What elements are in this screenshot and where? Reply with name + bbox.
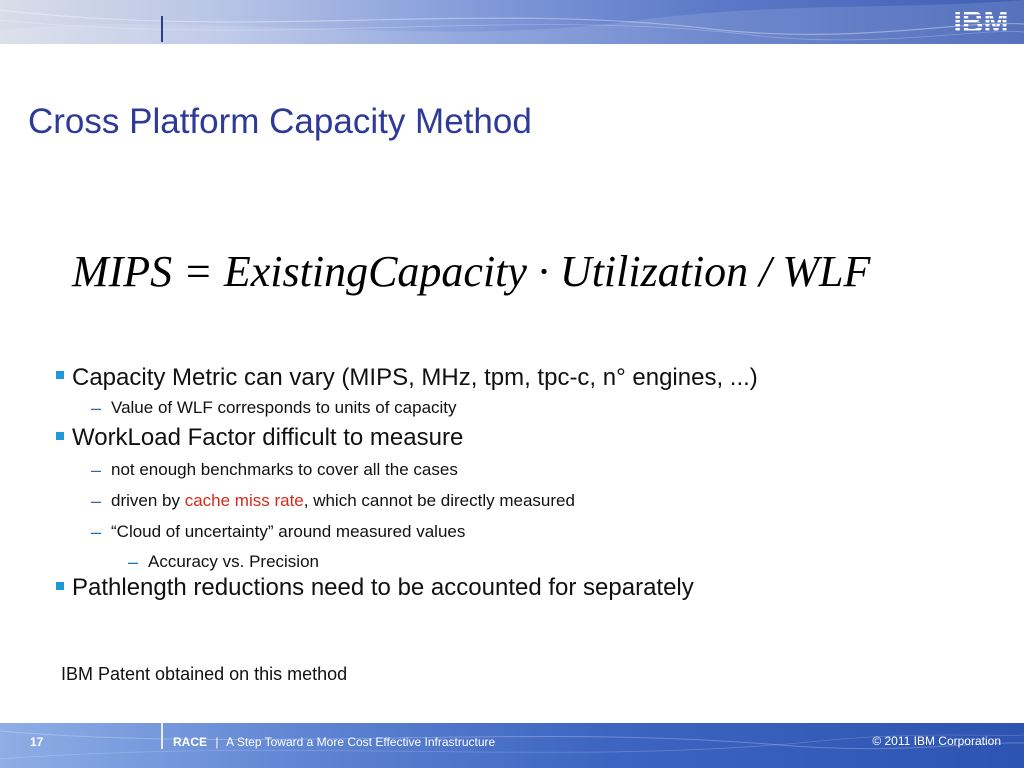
sub-bullet-item: Value of WLF corresponds to units of capacity <box>111 398 457 417</box>
sub-sub-bullet-item: Accuracy vs. Precision <box>148 552 319 571</box>
bullet-item: Capacity Metric can vary (MIPS, MHz, tpm, tpc-c, n° engines, ...) <box>72 364 758 391</box>
bullet-square-icon <box>56 432 64 440</box>
page-number: 17 <box>30 735 44 749</box>
header-swoosh <box>0 0 1024 44</box>
ibm-logo <box>946 4 1016 38</box>
capacity-formula: MIPS = ExistingCapacity · Utilization / WLF <box>72 247 871 296</box>
footer-brand: RACE <box>173 735 208 749</box>
copyright: © 2011 IBM Corporation <box>872 734 1001 748</box>
footer-swoosh <box>0 723 1024 768</box>
sub-bullet-item: “Cloud of uncertainty” around measured values <box>111 522 466 541</box>
footer-caption <box>173 735 495 749</box>
dash-icon: – <box>91 522 102 542</box>
header-divider <box>161 16 163 42</box>
bullet-prefix: driven by <box>111 491 185 510</box>
slide-title: Cross Platform Capacity Method <box>28 102 532 141</box>
dash-icon: – <box>91 398 102 418</box>
footer-separator: | <box>215 735 219 749</box>
patent-note: IBM Patent obtained on this method <box>61 664 348 684</box>
dash-icon: – <box>128 552 139 572</box>
dash-icon: – <box>91 491 102 511</box>
cache-miss-rate-highlight: cache miss rate <box>184 491 304 510</box>
bullet-item: Pathlength reductions need to be accounted for separately <box>72 574 694 601</box>
footer-subtitle: A Step Toward a More Cost Effective Infrastructure <box>226 735 496 749</box>
footer-band <box>0 723 1024 768</box>
dash-icon: – <box>91 460 102 480</box>
sub-bullet-item-cache <box>111 491 575 511</box>
sub-bullet-item: not enough benchmarks to cover all the cases <box>111 460 458 479</box>
bullet-item: WorkLoad Factor difficult to measure <box>72 424 464 451</box>
bullet-square-icon <box>56 582 64 590</box>
ibm-logo-text: IBM <box>953 6 1009 38</box>
bullet-square-icon <box>56 371 64 379</box>
header-band <box>0 0 1024 44</box>
footer-divider <box>161 723 163 749</box>
bullet-suffix: , which cannot be directly measured <box>303 491 575 510</box>
